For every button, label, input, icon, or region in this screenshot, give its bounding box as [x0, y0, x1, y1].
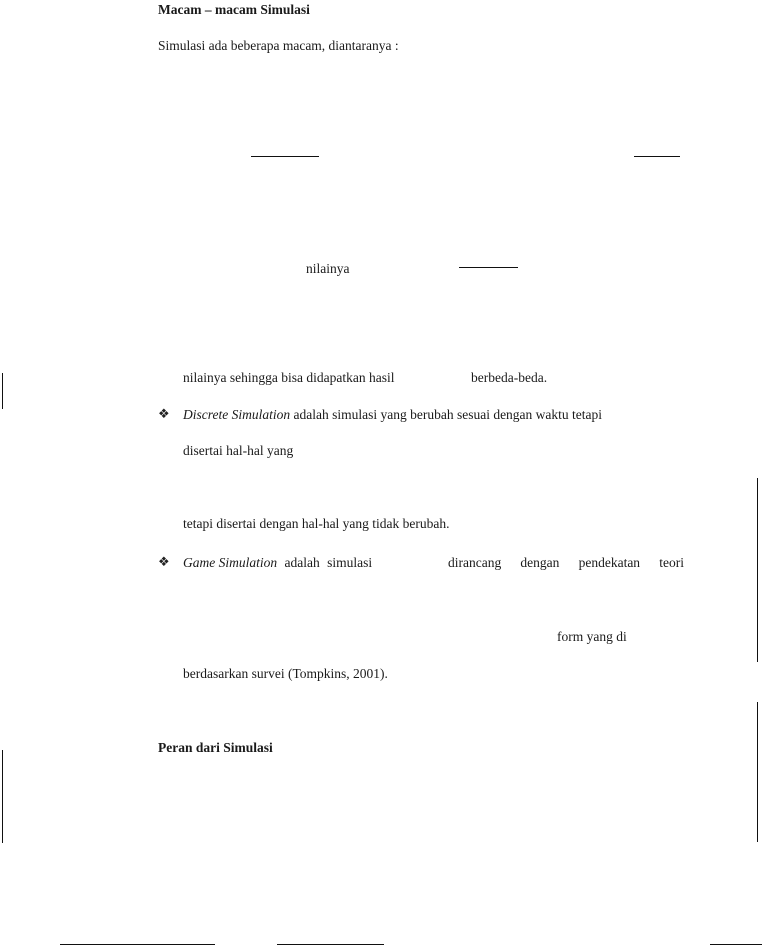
footer-rule: [710, 944, 762, 945]
bullet-diamond-icon: ❖: [158, 554, 170, 569]
footer-rule: [60, 944, 215, 945]
text-fragment-form: form yang di: [557, 629, 627, 644]
section-heading-peran-simulasi: Peran dari Simulasi: [158, 740, 273, 755]
discrete-line-3: tetapi disertai dengan hal-hal yang tidak berubah.: [183, 516, 450, 531]
intro-text: Simulasi ada beberapa macam, diantaranya :: [158, 38, 399, 53]
margin-line: [757, 478, 758, 662]
section-heading-macam-simulasi: Macam – macam Simulasi: [158, 2, 310, 17]
underline-fragment: [251, 156, 319, 157]
discrete-simulation-text: adalah simulasi yang berubah sesuai dengan waktu tetapi: [293, 407, 603, 422]
paragraph-line-end: berbeda-beda.: [471, 370, 548, 385]
game-simulation-last-line: berdasarkan survei (Tompkins, 2001).: [183, 666, 388, 681]
footer-rule: [277, 944, 384, 945]
game-word: pendekatan: [578, 555, 641, 570]
game-simulation-line-right: [448, 555, 684, 571]
game-simulation-term: Game Simulation: [183, 555, 278, 570]
game-word: dengan: [520, 555, 560, 570]
discrete-simulation-line: [183, 407, 602, 423]
text-fragment-nilainya: nilainya: [306, 261, 350, 276]
paragraph-line: nilainya sehingga bisa didapatkan hasil: [183, 370, 395, 385]
underline-fragment: [634, 156, 680, 157]
margin-line: [2, 373, 3, 409]
margin-line: [2, 750, 3, 843]
game-word: dirancang: [448, 555, 502, 570]
underline-fragment: [459, 267, 518, 268]
discrete-line-2: disertai hal-hal yang: [183, 443, 294, 458]
margin-line: [757, 702, 758, 842]
bullet-diamond-icon: ❖: [158, 406, 170, 421]
game-word: teori: [659, 555, 684, 570]
game-word: simulasi: [327, 555, 373, 570]
discrete-simulation-term: Discrete Simulation: [183, 407, 291, 422]
game-word: adalah: [284, 555, 320, 570]
game-simulation-head: [183, 555, 372, 571]
